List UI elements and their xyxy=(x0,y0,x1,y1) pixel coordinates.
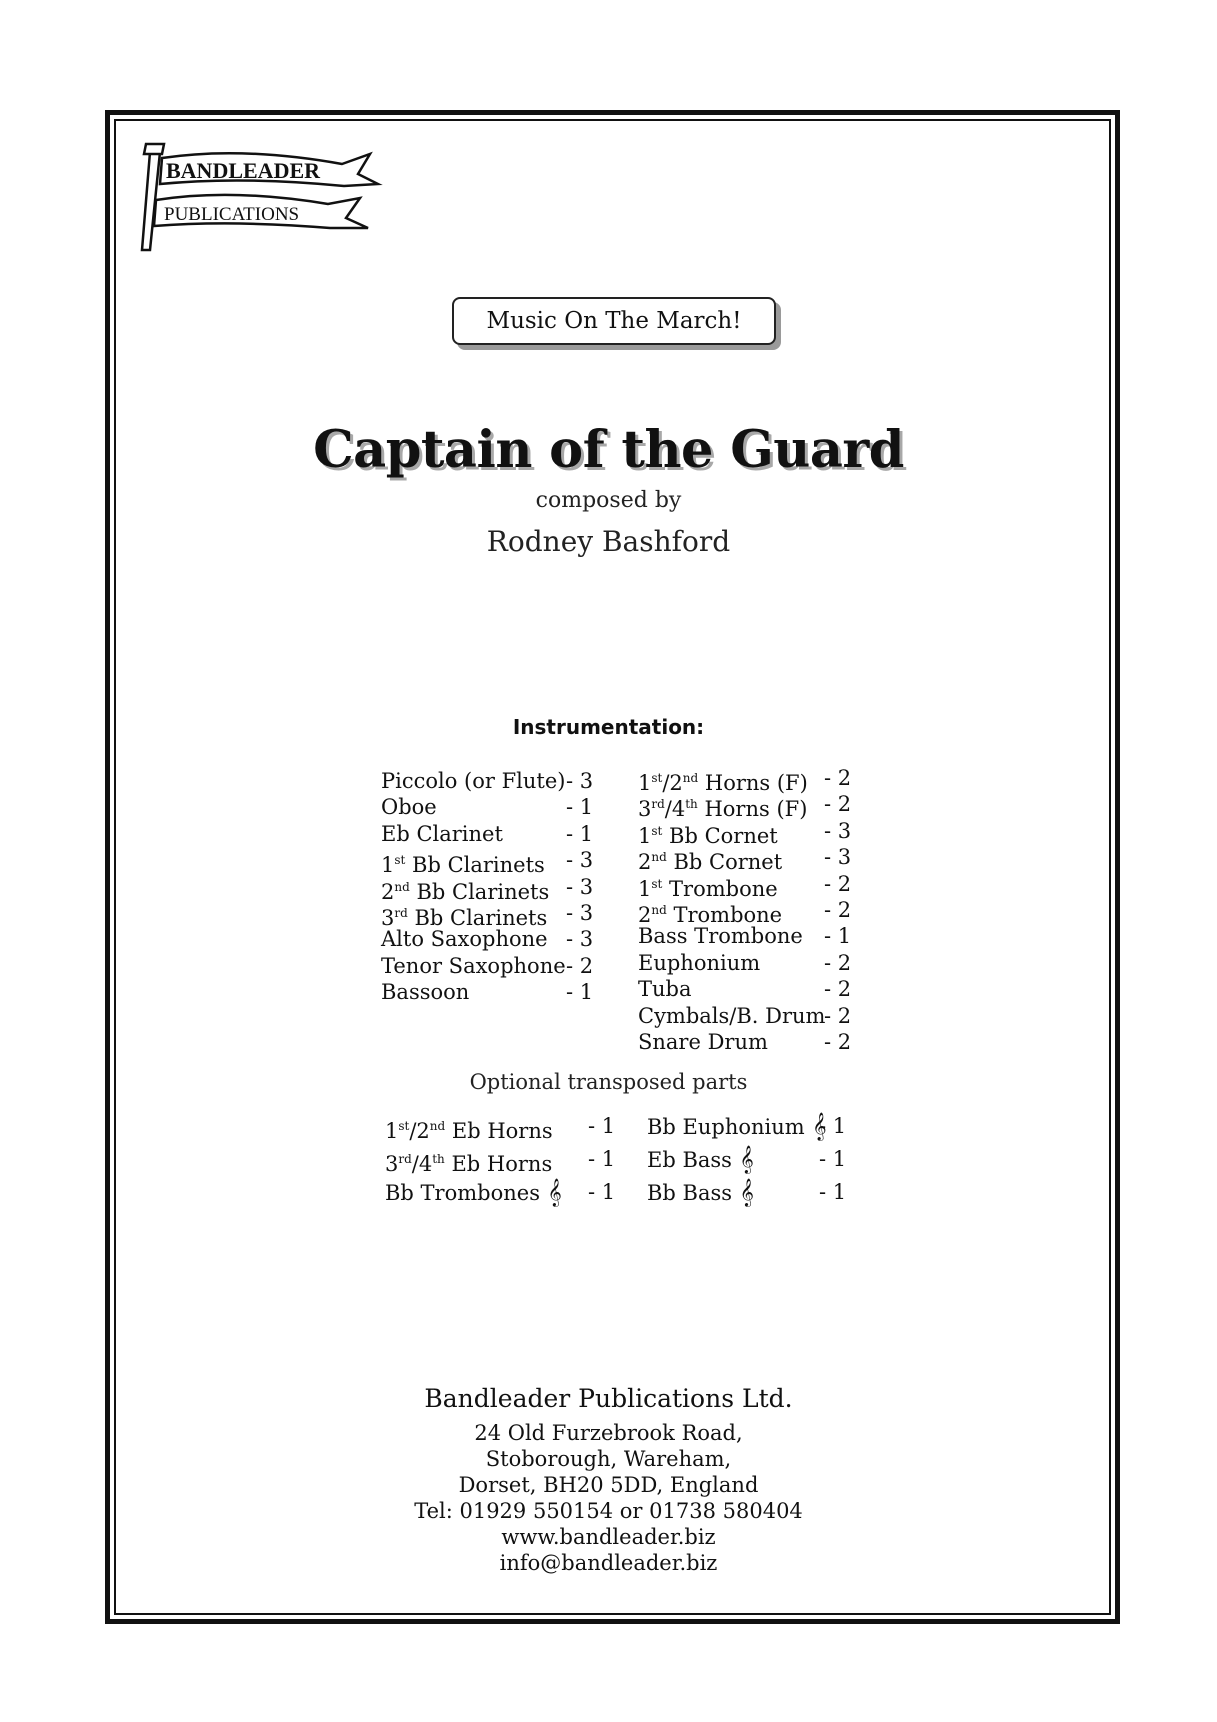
instrument-name: Bass Trombone xyxy=(638,924,803,949)
part-count: - 1 xyxy=(566,980,594,1005)
ordinal-suffix: nd xyxy=(651,850,667,865)
instrument-name: Bb Bass 𝄞 xyxy=(647,1178,754,1206)
ordinal-suffix: st xyxy=(398,1119,410,1133)
instrument-name: Tenor Saxophone xyxy=(381,953,566,978)
part-count: - 3 xyxy=(566,927,594,952)
instrument-name: Bb Euphonium 𝄞 xyxy=(647,1112,827,1140)
ordinal-suffix: nd xyxy=(682,771,699,785)
instrument-name: 3rd Bb Clarinets xyxy=(381,905,548,930)
publisher-logo xyxy=(132,140,408,260)
ordinal-suffix: th xyxy=(685,797,698,812)
part-count: - 2 xyxy=(824,792,852,817)
part-count: - 1 xyxy=(588,1147,616,1171)
instrument-name: 1st/2nd Horns (F) xyxy=(638,771,808,795)
instrument-name: Euphonium xyxy=(638,950,761,975)
website-link[interactable]: www.bandleader.biz xyxy=(501,1525,716,1549)
flag-logo-graphic xyxy=(132,140,408,260)
instrument-name: Snare Drum xyxy=(638,1029,768,1054)
part-count: - 2 xyxy=(566,953,594,978)
logo-line1: BANDLEADER xyxy=(166,158,321,183)
instrument-name: Piccolo (or Flute) xyxy=(381,769,566,793)
publisher-name: Bandleader Publications Ltd. xyxy=(424,1384,793,1413)
ordinal-suffix: nd xyxy=(429,1119,446,1133)
series-badge: Music On The March! xyxy=(452,297,776,345)
ordinal-suffix: nd xyxy=(651,902,667,917)
address-line: Dorset, BH20 5DD, England xyxy=(458,1473,759,1497)
instrumentation-heading: Instrumentation: xyxy=(512,715,705,739)
instrument-name: Oboe xyxy=(381,795,437,820)
part-count: - 2 xyxy=(824,1029,852,1054)
instrument-name: 2nd Bb Clarinets xyxy=(381,879,550,904)
part-count: - 2 xyxy=(824,950,852,975)
instrument-name: 1st Bb Cornet xyxy=(638,823,778,848)
part-count: - 3 xyxy=(566,769,594,793)
email-link[interactable]: info@bandleader.biz xyxy=(499,1551,718,1575)
piece-title: Captain of the Guard xyxy=(313,420,904,480)
part-count: - 3 xyxy=(824,818,852,843)
instrument-name: 2nd Bb Cornet xyxy=(638,850,783,875)
part-count: - 1 xyxy=(566,795,594,820)
part-count: - 3 xyxy=(566,900,594,925)
composed-by-label: composed by xyxy=(535,488,682,513)
ordinal-suffix: st xyxy=(651,823,663,838)
part-count: - 3 xyxy=(566,848,594,873)
treble-clef-icon: 𝄞 xyxy=(539,1178,562,1206)
part-count: - 2 xyxy=(824,871,852,896)
part-count: - 1 xyxy=(588,1180,616,1204)
part-count: - 1 xyxy=(566,821,594,846)
part-count: - 3 xyxy=(566,874,594,899)
ordinal-suffix: rd xyxy=(394,905,408,920)
instrument-name: Bassoon xyxy=(381,980,470,1005)
instrument-name: Cymbals/B. Drum xyxy=(638,1003,826,1028)
treble-clef-icon: 𝄞 xyxy=(732,1178,754,1206)
ordinal-suffix: st xyxy=(651,771,663,785)
part-count: - 2 xyxy=(824,1003,852,1028)
instrument-name: 3rd/4th Eb Horns xyxy=(385,1152,553,1176)
optional-parts-heading: Optional transposed parts xyxy=(469,1070,748,1094)
composer-name: Rodney Bashford xyxy=(486,525,731,558)
instrument-name: 1st Bb Clarinets xyxy=(381,853,545,878)
part-count: - 1 xyxy=(819,1180,847,1204)
part-count: - 2 xyxy=(824,897,852,922)
part-count: - 3 xyxy=(824,845,852,870)
ordinal-suffix: rd xyxy=(651,797,665,812)
ordinal-suffix: rd xyxy=(398,1152,412,1166)
part-count: - 1 xyxy=(588,1114,616,1138)
treble-clef-icon: 𝄞 xyxy=(804,1112,827,1140)
instrument-name: 1st/2nd Eb Horns xyxy=(385,1119,553,1143)
instrument-name: 3rd/4th Horns (F) xyxy=(638,797,808,822)
part-count: - 2 xyxy=(824,766,852,790)
ordinal-suffix: st xyxy=(651,876,663,891)
part-count: - 1 xyxy=(819,1114,847,1138)
instrument-name: 1st Trombone xyxy=(638,876,778,901)
part-count: - 1 xyxy=(819,1147,847,1171)
instrument-name: Tuba xyxy=(638,977,692,1002)
instrument-name: 2nd Trombone xyxy=(638,902,783,927)
address-line: 24 Old Furzebrook Road, xyxy=(474,1421,743,1445)
ordinal-suffix: st xyxy=(394,853,406,868)
address-line: Stoborough, Wareham, xyxy=(485,1447,732,1471)
instrument-name: Bb Trombones 𝄞 xyxy=(385,1178,562,1206)
phone-line: Tel: 01929 550154 or 01738 580404 xyxy=(414,1499,803,1523)
logo-line2: PUBLICATIONS xyxy=(164,204,300,225)
ordinal-suffix: nd xyxy=(394,879,410,894)
instrument-name: Alto Saxophone xyxy=(381,927,548,952)
treble-clef-icon: 𝄞 xyxy=(731,1145,754,1173)
instrument-name: Eb Bass 𝄞 xyxy=(647,1145,754,1173)
ordinal-suffix: th xyxy=(432,1152,445,1166)
part-count: - 2 xyxy=(824,977,852,1002)
part-count: - 1 xyxy=(824,924,852,949)
instrument-name: Eb Clarinet xyxy=(381,821,503,846)
